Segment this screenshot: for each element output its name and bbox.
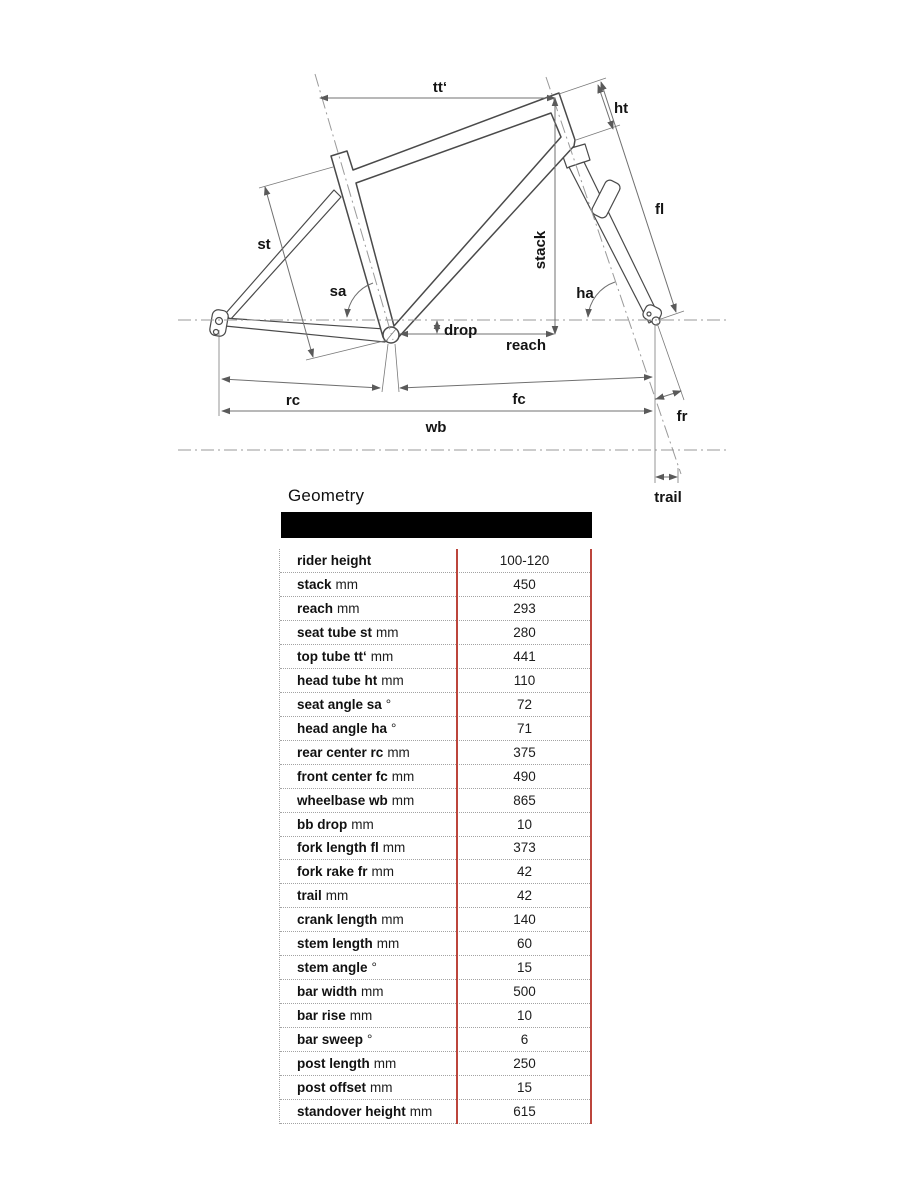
table-row (280, 1028, 592, 1052)
dim-head-tube (598, 85, 613, 129)
table-row (280, 1076, 592, 1100)
table-row (280, 669, 592, 693)
row-label: rider height (297, 552, 372, 568)
row-label: stem angle ° (297, 960, 377, 976)
row-label: crank length mm (297, 912, 404, 928)
row-unit: mm (409, 1104, 433, 1120)
row-unit: ° (385, 696, 392, 712)
row-unit: mm (391, 792, 415, 808)
row-value: 42 (516, 864, 533, 880)
row-unit: mm (370, 1080, 393, 1096)
row-label: bar width mm (297, 984, 384, 1000)
row-label: seat angle sa ° (297, 696, 392, 712)
row-unit: mm (376, 936, 400, 952)
table-row (280, 717, 592, 741)
table-row (280, 621, 592, 645)
dim-front-center (400, 377, 652, 388)
row-label: seat tube st mm (297, 624, 399, 640)
row-label: fork rake fr mm (297, 864, 395, 880)
geometry-heading: Geometry (288, 486, 365, 505)
table-row (280, 597, 592, 621)
front-axle-detail (647, 312, 651, 316)
row-label: bar sweep ° (297, 1032, 373, 1048)
table-row (280, 837, 592, 861)
label-seat-tube: st (257, 236, 271, 253)
row-value: 373 (513, 840, 536, 856)
front-axle (652, 317, 660, 325)
table-row (280, 549, 592, 573)
row-label: fork length fl mm (297, 840, 406, 856)
label-head-angle: ha (576, 285, 594, 302)
row-label: post length mm (297, 1056, 397, 1072)
table-row (280, 980, 592, 1004)
row-label: bar rise mm (297, 1008, 373, 1024)
row-label: front center fc mm (297, 768, 415, 784)
row-unit: mm (337, 600, 360, 616)
row-value: 441 (513, 648, 536, 664)
row-value: 100-120 (499, 552, 550, 568)
label-stack: stack (532, 230, 549, 270)
row-value: 490 (513, 768, 536, 784)
label-trail: trail (654, 489, 682, 506)
row-value: 15 (516, 960, 533, 976)
ext-head-tube-bottom (576, 125, 620, 140)
label-top-tube: tt‘ (432, 79, 448, 96)
row-unit: mm (387, 744, 410, 760)
table-row (280, 932, 592, 956)
row-label: reach mm (297, 600, 360, 616)
ext-bb-right (395, 344, 399, 392)
row-label: post offset mm (297, 1080, 393, 1096)
row-label: head tube ht mm (297, 672, 404, 688)
ext-bb-left (382, 344, 388, 392)
row-unit: mm (361, 984, 384, 1000)
ext-head-tube-top (559, 78, 606, 94)
table-row (280, 813, 592, 837)
bike-geometry-diagram (0, 0, 900, 512)
row-value: 72 (516, 696, 533, 712)
frame-drawing (209, 93, 663, 343)
row-value: 10 (516, 816, 533, 832)
row-unit: mm (349, 1008, 373, 1024)
seat-stays (226, 190, 341, 320)
row-label: standover height mm (297, 1104, 433, 1120)
dim-rear-center (222, 379, 380, 388)
row-unit: mm (371, 864, 395, 880)
row-unit: mm (376, 624, 399, 640)
table-row (280, 693, 592, 717)
table-row (280, 789, 592, 813)
table-row (280, 1052, 592, 1076)
label-wheelbase: wb (425, 419, 447, 436)
row-value: 450 (513, 576, 536, 592)
table-row (280, 1100, 592, 1124)
row-value: 250 (513, 1056, 536, 1072)
table-middle-divider (456, 549, 458, 1124)
ext-seat-tube-bottom (306, 340, 388, 360)
dim-fork-rake (656, 391, 681, 399)
label-fork-length: fl (655, 201, 665, 218)
chain-stays (224, 318, 385, 342)
table-row (280, 884, 592, 908)
row-unit: mm (370, 648, 394, 664)
row-unit: mm (382, 840, 406, 856)
row-value: 280 (513, 624, 536, 640)
derailleur-hanger (214, 330, 219, 335)
geometry-table (279, 549, 592, 1124)
row-unit: mm (381, 912, 404, 928)
label-bb-drop: drop (444, 322, 478, 339)
row-label: rear center rc mm (297, 744, 410, 760)
label-seat-angle: sa (329, 283, 347, 300)
row-value: 15 (516, 1080, 533, 1096)
row-value: 865 (513, 792, 536, 808)
row-label: top tube tt‘ mm (297, 648, 394, 664)
label-head-tube: ht (614, 100, 629, 117)
row-label: bb drop mm (297, 816, 374, 832)
row-label: stack mm (297, 576, 359, 592)
row-unit: ° (391, 720, 397, 736)
rear-axle (216, 318, 223, 325)
label-fork-rake: fr (676, 408, 688, 425)
row-value: 110 (513, 672, 536, 688)
row-value: 375 (513, 744, 536, 760)
row-value: 60 (516, 936, 533, 952)
table-row (280, 908, 592, 932)
table-row (280, 741, 592, 765)
label-rear-center: rc (285, 392, 301, 409)
row-value: 500 (513, 984, 536, 1000)
row-unit: mm (351, 816, 374, 832)
row-unit: ° (371, 960, 377, 976)
table-row (280, 645, 592, 669)
row-label: head angle ha ° (297, 720, 397, 736)
row-unit: mm (335, 576, 359, 592)
row-value: 615 (513, 1104, 536, 1120)
table-row (280, 860, 592, 884)
row-value: 71 (516, 720, 533, 736)
row-label: wheelbase wb mm (297, 792, 415, 808)
row-unit: mm (325, 888, 349, 904)
table-right-border (590, 549, 592, 1124)
row-value: 140 (513, 912, 536, 928)
row-unit: mm (381, 672, 404, 688)
ext-seat-tube-top (259, 167, 333, 188)
row-value: 10 (516, 1008, 533, 1024)
row-unit: mm (391, 768, 415, 784)
label-reach: reach (505, 337, 547, 354)
table-row (280, 956, 592, 980)
ext-fork-offset-parallel (657, 323, 684, 400)
table-header-bar (281, 512, 592, 538)
row-value: 6 (520, 1032, 529, 1048)
row-value: 293 (513, 600, 536, 616)
row-value: 42 (516, 888, 533, 904)
table-row (280, 573, 592, 597)
row-label: trail mm (297, 888, 349, 904)
row-label: stem length mm (297, 936, 400, 952)
label-front-center: fc (512, 391, 526, 408)
row-unit: ° (367, 1032, 373, 1048)
table-row (280, 765, 592, 789)
table-row (280, 1004, 592, 1028)
row-unit: mm (373, 1056, 397, 1072)
